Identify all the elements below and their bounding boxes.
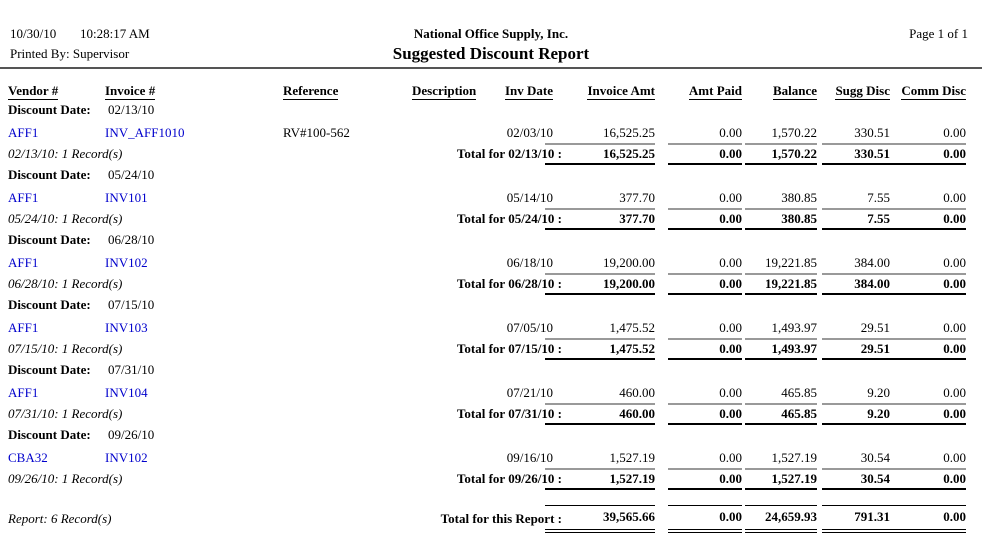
inv-date-value: 06/18/10 [506, 255, 553, 270]
invoice-amt-value: 1,527.19 [609, 450, 655, 465]
discount-date-value: 05/24/10 [108, 167, 155, 182]
balance-value: 19,221.85 [765, 255, 817, 270]
amt-paid-value: 0.00 [719, 385, 742, 400]
inv-date-value: 09/16/10 [506, 450, 553, 465]
amt-paid-value: 0.00 [719, 450, 742, 465]
group-record-count: 09/26/10: 1 Record(s) [8, 471, 123, 486]
group-total-balance: 1,493.97 [745, 338, 817, 360]
invoice-row [0, 450, 982, 468]
discount-date-label: Discount Date: [8, 297, 91, 312]
vendor-link[interactable]: AFF1 [8, 255, 39, 270]
inv-date-value: 02/03/10 [506, 125, 553, 140]
column-header-row [0, 83, 982, 101]
column-header-amt-paid: Amt Paid [688, 83, 742, 98]
invoice-link[interactable]: INV102 [105, 255, 148, 270]
group-total-balance: 19,221.85 [745, 273, 817, 295]
balance-value: 1,527.19 [771, 450, 817, 465]
group-total-label: Total for 02/13/10 : [456, 146, 562, 161]
group-total-amt-paid: 0.00 [668, 143, 742, 165]
sugg-disc-value: 7.55 [867, 190, 890, 205]
comm-disc-value: 0.00 [943, 450, 966, 465]
group-total-invoice-amt: 460.00 [545, 403, 655, 425]
group-total-sugg-disc: 29.51 [822, 338, 890, 360]
column-header-invoice-amt: Invoice Amt [587, 83, 655, 98]
vendor-link[interactable]: CBA32 [8, 450, 48, 465]
amt-paid-value: 0.00 [719, 320, 742, 335]
balance-value: 1,493.97 [771, 320, 817, 335]
report-total-row [0, 505, 982, 539]
invoice-link[interactable]: INV103 [105, 320, 148, 335]
sugg-disc-value: 9.20 [867, 385, 890, 400]
invoice-amt-value: 460.00 [619, 385, 655, 400]
group-total-label: Total for 07/31/10 : [456, 406, 562, 421]
discount-group [0, 295, 982, 360]
report-total-sugg-disc: 791.31 [822, 505, 890, 533]
sugg-disc-value: 29.51 [860, 320, 890, 335]
inv-date-value: 07/21/10 [506, 385, 553, 400]
group-total-balance: 1,527.19 [745, 468, 817, 490]
column-header-reference: Reference [283, 83, 339, 98]
group-total-row [0, 143, 982, 161]
balance-value: 1,570.22 [771, 125, 817, 140]
group-total-label: Total for 05/24/10 : [456, 211, 562, 226]
group-total-row [0, 273, 982, 291]
column-header-comm-disc: Comm Disc [901, 83, 966, 98]
balance-value: 465.85 [781, 385, 817, 400]
discount-group [0, 425, 982, 490]
group-total-sugg-disc: 7.55 [822, 208, 890, 230]
invoice-row [0, 255, 982, 273]
invoice-link[interactable]: INV104 [105, 385, 148, 400]
report-record-count: Report: 6 Record(s) [8, 511, 112, 526]
column-header-inv-date: Inv Date [504, 83, 553, 98]
comm-disc-value: 0.00 [943, 320, 966, 335]
group-total-row [0, 468, 982, 486]
groups [0, 100, 982, 490]
amt-paid-value: 0.00 [719, 190, 742, 205]
group-total-amt-paid: 0.00 [668, 273, 742, 295]
discount-date-value: 07/31/10 [108, 362, 155, 377]
header-divider [0, 67, 982, 69]
group-total-balance: 1,570.22 [745, 143, 817, 165]
group-total-label: Total for 09/26/10 : [456, 471, 562, 486]
column-header-description: Description [412, 83, 477, 98]
group-total-invoice-amt: 1,527.19 [545, 468, 655, 490]
inv-date-value: 07/05/10 [506, 320, 553, 335]
group-record-count: 07/15/10: 1 Record(s) [8, 341, 123, 356]
group-total-sugg-disc: 330.51 [822, 143, 890, 165]
group-total-invoice-amt: 377.70 [545, 208, 655, 230]
group-total-label: Total for 06/28/10 : [456, 276, 562, 291]
discount-date-value: 02/13/10 [108, 102, 155, 117]
group-record-count: 05/24/10: 1 Record(s) [8, 211, 123, 226]
group-total-sugg-disc: 30.54 [822, 468, 890, 490]
page-indicator: Page 1 of 1 [909, 26, 968, 41]
invoice-amt-value: 1,475.52 [609, 320, 655, 335]
group-total-row [0, 338, 982, 356]
group-total-balance: 465.85 [745, 403, 817, 425]
group-total-sugg-disc: 9.20 [822, 403, 890, 425]
group-record-count: 02/13/10: 1 Record(s) [8, 146, 123, 161]
group-total-invoice-amt: 16,525.25 [545, 143, 655, 165]
vendor-link[interactable]: AFF1 [8, 190, 39, 205]
discount-date-label: Discount Date: [8, 362, 91, 377]
invoice-row [0, 385, 982, 403]
vendor-link[interactable]: AFF1 [8, 385, 39, 400]
group-total-comm-disc: 0.00 [888, 403, 966, 425]
discount-date-label: Discount Date: [8, 232, 91, 247]
column-header-sugg-disc: Sugg Disc [835, 83, 890, 98]
report-total-amt-paid: 0.00 [668, 505, 742, 533]
sugg-disc-value: 30.54 [860, 450, 890, 465]
discount-date-value: 09/26/10 [108, 427, 155, 442]
company-name: National Office Supply, Inc. [413, 26, 569, 41]
discount-group [0, 360, 982, 425]
discount-date-label: Discount Date: [8, 167, 91, 182]
group-total-row [0, 208, 982, 226]
invoice-link[interactable]: INV102 [105, 450, 148, 465]
column-header-vendor: Vendor # [8, 83, 59, 98]
printed-by: Printed By: Supervisor [10, 46, 130, 61]
invoice-row [0, 125, 982, 143]
comm-disc-value: 0.00 [943, 385, 966, 400]
report-title: Suggested Discount Report [392, 44, 590, 63]
comm-disc-value: 0.00 [943, 255, 966, 270]
group-record-count: 06/28/10: 1 Record(s) [8, 276, 123, 291]
vendor-link[interactable]: AFF1 [8, 320, 39, 335]
report-total-invoice-amt: 39,565.66 [545, 505, 655, 533]
reference-value: RV#100-562 [283, 125, 350, 140]
group-total-comm-disc: 0.00 [888, 338, 966, 360]
group-total-comm-disc: 0.00 [888, 468, 966, 490]
comm-disc-value: 0.00 [943, 190, 966, 205]
discount-date-value: 07/15/10 [108, 297, 155, 312]
report-total-label: Total for this Report : [440, 511, 562, 526]
invoice-amt-value: 377.70 [619, 190, 655, 205]
group-total-balance: 380.85 [745, 208, 817, 230]
invoice-amt-value: 19,200.00 [603, 255, 655, 270]
discount-date-label: Discount Date: [8, 427, 91, 442]
sugg-disc-value: 384.00 [854, 255, 890, 270]
group-total-amt-paid: 0.00 [668, 468, 742, 490]
inv-date-value: 05/14/10 [506, 190, 553, 205]
group-total-comm-disc: 0.00 [888, 208, 966, 230]
column-header-balance: Balance [772, 83, 817, 98]
group-total-sugg-disc: 384.00 [822, 273, 890, 295]
invoice-amt-value: 16,525.25 [603, 125, 655, 140]
group-record-count: 07/31/10: 1 Record(s) [8, 406, 123, 421]
group-total-comm-disc: 0.00 [888, 143, 966, 165]
group-total-invoice-amt: 1,475.52 [545, 338, 655, 360]
discount-group [0, 165, 982, 230]
group-total-row [0, 403, 982, 421]
group-total-amt-paid: 0.00 [668, 338, 742, 360]
comm-disc-value: 0.00 [943, 125, 966, 140]
invoice-row [0, 190, 982, 208]
report-total-balance: 24,659.93 [745, 505, 817, 533]
discount-date-value: 06/28/10 [108, 232, 155, 247]
discount-group [0, 100, 982, 165]
group-total-amt-paid: 0.00 [668, 403, 742, 425]
invoice-link[interactable]: INV_AFF1010 [105, 125, 185, 140]
invoice-link[interactable]: INV101 [105, 190, 148, 205]
report-time: 10:28:17 AM [80, 26, 150, 41]
report-date: 10/30/10 [10, 26, 57, 41]
discount-date-label: Discount Date: [8, 102, 91, 117]
amt-paid-value: 0.00 [719, 125, 742, 140]
invoice-row [0, 320, 982, 338]
group-total-amt-paid: 0.00 [668, 208, 742, 230]
group-total-comm-disc: 0.00 [888, 273, 966, 295]
amt-paid-value: 0.00 [719, 255, 742, 270]
column-header-invoice: Invoice # [105, 83, 156, 98]
group-total-label: Total for 07/15/10 : [456, 341, 562, 356]
sugg-disc-value: 330.51 [854, 125, 890, 140]
report-total-comm-disc: 0.00 [888, 505, 966, 533]
vendor-link[interactable]: AFF1 [8, 125, 39, 140]
discount-group [0, 230, 982, 295]
group-total-invoice-amt: 19,200.00 [545, 273, 655, 295]
balance-value: 380.85 [781, 190, 817, 205]
